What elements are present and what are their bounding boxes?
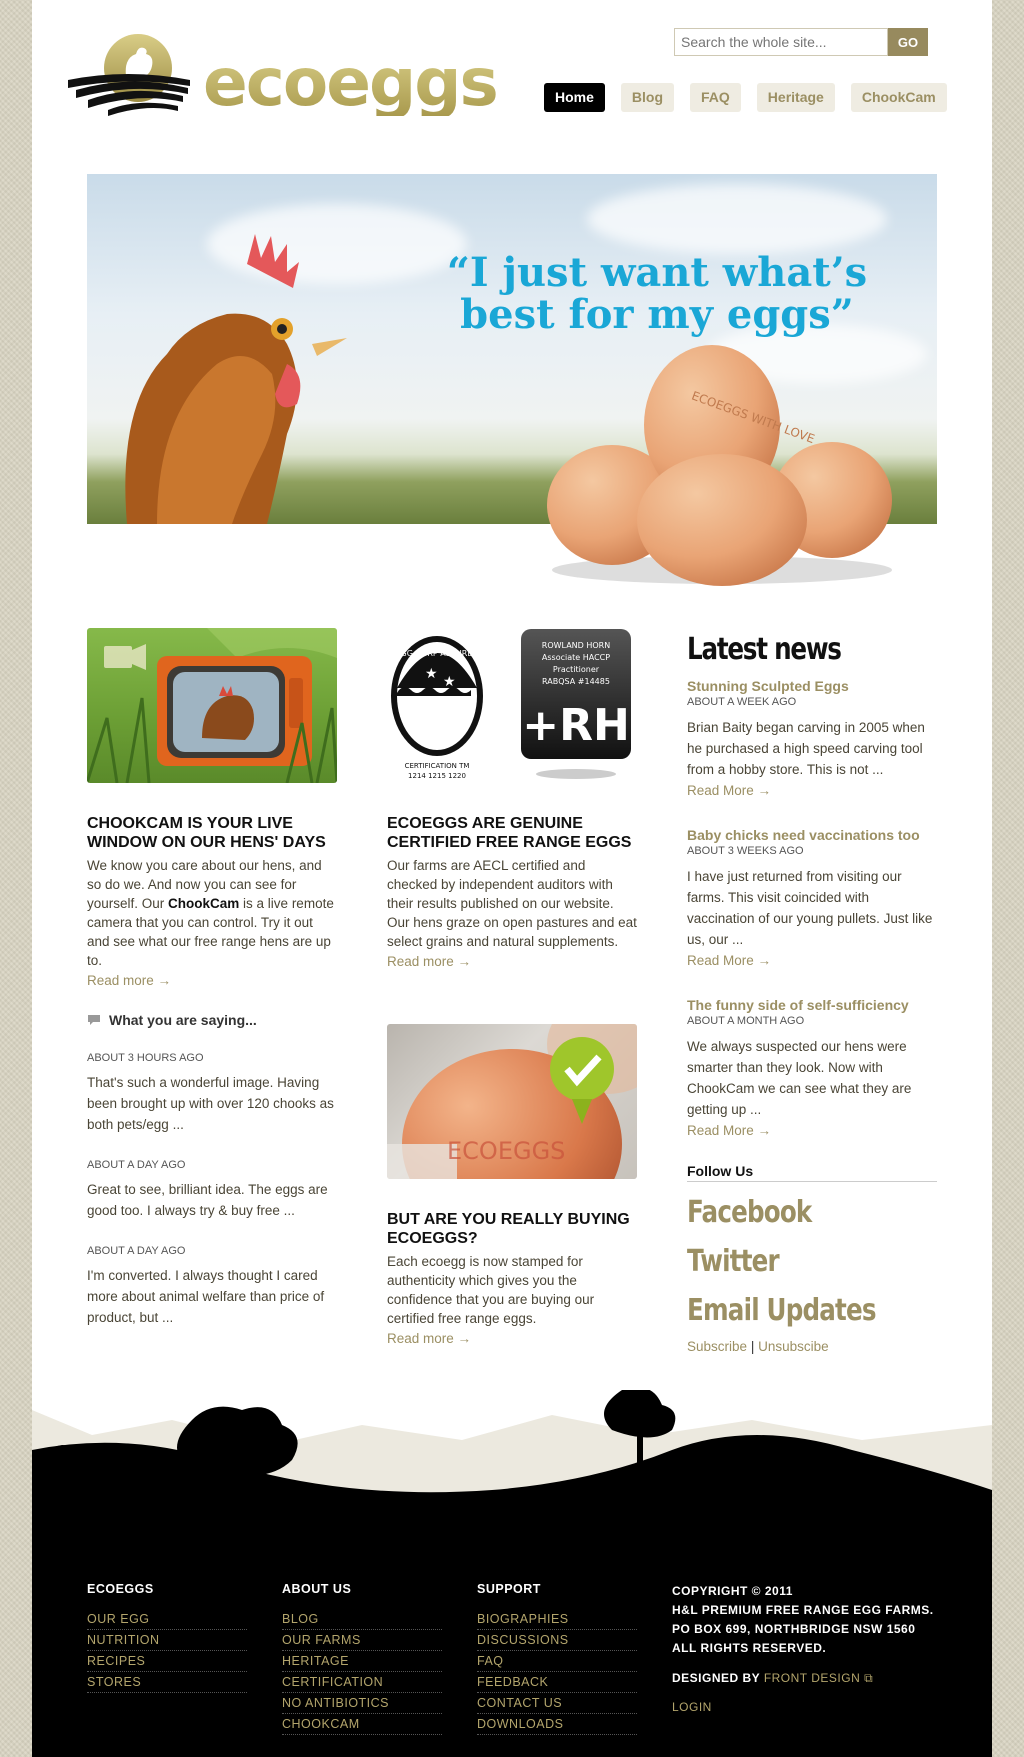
footer-link-contact-us[interactable]: CONTACT US	[477, 1694, 637, 1714]
egg-corp-cert-label: CERTIFICATION TM	[404, 762, 470, 770]
egg-stamp-text: ECOEGGS WITH LOVE	[689, 388, 817, 447]
footer-link-chookcam[interactable]: CHOOKCAM	[282, 1715, 442, 1735]
footer-link-our-egg[interactable]: OUR EGG	[87, 1610, 247, 1630]
news-date: ABOUT A WEEK AGO	[687, 696, 797, 708]
footer-col-ecoeggs	[87, 1582, 247, 1693]
nav-chookcam[interactable]: ChookCam	[851, 83, 947, 112]
footer-col-support	[477, 1582, 637, 1735]
really-read-more[interactable]: Read more →	[387, 1331, 472, 1346]
egg-corp-label: EGG CORP ASSURED	[395, 649, 479, 658]
unsubscribe-link[interactable]: Unsubscibe	[758, 1339, 829, 1354]
footer-heading: ECOEGGS	[87, 1582, 154, 1596]
news-excerpt: We always suspected our hens were smarter than they look. Now with ChookCam we can see what they are getting up ...	[687, 1039, 912, 1117]
footer-col-about	[282, 1582, 442, 1735]
footer-link-heritage[interactable]: HERITAGE	[282, 1652, 442, 1672]
eggs-image	[542, 330, 902, 600]
saying-heading: What you are saying...	[87, 1012, 337, 1028]
comment-time: ABOUT A DAY AGO	[87, 1159, 186, 1171]
news-title[interactable]: Baby chicks need vaccinations too	[687, 827, 920, 843]
footer-link-faq[interactable]: FAQ	[477, 1652, 637, 1672]
certified-text: Our farms are AECL certified and checked by independent auditors with their results published on our website. Our hens graze on open pastures and eat select grains and natural supplements.	[387, 858, 637, 949]
logo[interactable]	[68, 28, 497, 124]
certified-heading: ECOEGGS ARE GENUINE CERTIFIED FREE RANGE EGGS	[387, 815, 632, 851]
comment-item	[87, 1052, 337, 1135]
footer-link-discussions[interactable]: DISCUSSIONS	[477, 1631, 637, 1651]
login-link[interactable]: LOGIN	[672, 1700, 712, 1714]
email-updates-link[interactable]: Email Updates	[687, 1293, 876, 1328]
news-title[interactable]: The funny side of self-sufficiency	[687, 997, 909, 1013]
rh-line1: ROWLAND HORN	[541, 641, 611, 650]
front-design-link[interactable]: FRONT DESIGN	[763, 1671, 861, 1685]
stamped-egg-thumbnail[interactable]	[387, 1024, 637, 1179]
rowland-horn-badge[interactable]	[520, 628, 633, 783]
latest-news-heading: Latest news	[687, 632, 841, 667]
comment-text[interactable]: That's such a wonderful image. Having been brought up with over 120 chooks as both pets/egg ...	[87, 1075, 334, 1132]
footer-link-feedback[interactable]: FEEDBACK	[477, 1673, 637, 1693]
nav-faq[interactable]: FAQ	[690, 83, 741, 112]
subscribe-link[interactable]: Subscribe	[687, 1339, 748, 1354]
logo-wordmark: ecoeggs	[203, 44, 497, 121]
comment-time: ABOUT A DAY AGO	[87, 1245, 186, 1257]
footer-link-certification[interactable]: CERTIFICATION	[282, 1673, 442, 1693]
star-icon: ★	[443, 673, 456, 689]
speech-bubble-icon	[87, 1014, 101, 1026]
footer-link-stores[interactable]: STORES	[87, 1673, 247, 1693]
footer-link-downloads[interactable]: DOWNLOADS	[477, 1715, 637, 1735]
nav-heritage[interactable]: Heritage	[757, 83, 835, 112]
comment-time: ABOUT 3 HOURS AGO	[87, 1052, 204, 1064]
egg-corp-assured-badge[interactable]	[387, 628, 487, 783]
news-excerpt: Brian Baity began carving in 2005 when he purchased a high speed carving tool from a hobby store. This is not ...	[687, 720, 925, 777]
news-item	[687, 677, 937, 800]
really-text: Each ecoegg is now stamped for authenticity which gives you the confidence that you are buying our certified free range eggs.	[387, 1254, 595, 1326]
news-date: ABOUT 3 WEEKS AGO	[687, 845, 804, 857]
news-title[interactable]: Stunning Sculpted Eggs	[687, 678, 849, 694]
chookcam-read-more[interactable]: Read more →	[87, 973, 172, 988]
subscription-links	[687, 1339, 937, 1354]
footer-link-our-farms[interactable]: OUR FARMS	[282, 1631, 442, 1651]
hen-logo-icon	[68, 28, 193, 118]
hero-quote: “I just want what’s best for my eggs”	[446, 249, 868, 338]
twitter-link[interactable]: Twitter	[687, 1244, 779, 1279]
news-item	[687, 996, 937, 1140]
comment-item	[87, 1159, 337, 1221]
footer-link-nutrition[interactable]: NUTRITION	[87, 1631, 247, 1651]
chookcam-thumbnail[interactable]	[87, 628, 337, 783]
footer-heading: ABOUT US	[282, 1582, 352, 1596]
comment-text[interactable]: Great to see, brilliant idea. The eggs are good too. I always try & buy free ...	[87, 1182, 328, 1218]
search-form	[674, 28, 960, 56]
egg-corp-cert-number: 1214 1215 1220	[408, 772, 466, 780]
really-heading: BUT ARE YOU REALLY BUYING ECOEGGS?	[387, 1211, 630, 1247]
comment-text[interactable]: I'm converted. I always thought I cared more about animal welfare than price of product, but ...	[87, 1268, 325, 1325]
certification-badges	[387, 628, 637, 783]
main-nav	[544, 83, 947, 112]
external-link-icon: ⧉	[864, 1671, 874, 1685]
rh-logo: +RH	[522, 700, 630, 751]
chookcam-column	[87, 628, 337, 1328]
footer-link-blog[interactable]: BLOG	[282, 1610, 442, 1630]
rh-line4: RABQSA #14485	[542, 677, 610, 686]
search-go-button[interactable]: GO	[888, 28, 928, 56]
chookcam-heading: CHOOKCAM IS YOUR LIVE WINDOW ON OUR HENS' DAYS	[87, 815, 326, 851]
certified-read-more[interactable]: Read more →	[387, 954, 472, 969]
search-input[interactable]	[674, 28, 888, 56]
chookcam-text: We know you care about our hens, and so do we. And now you can see for yourself. Our ChookCam is a live remote camera that you can control. Try it out and see what our free range hens are up to.	[87, 858, 334, 968]
news-read-more[interactable]: Read More →	[687, 953, 772, 968]
hen-image	[87, 224, 387, 524]
footer-copyright: COPYRIGHT © 2011 H&L PREMIUM FREE RANGE EGG FARMS. PO BOX 699, NORTHBRIDGE NSW 1560 ALL RIGHTS RESERVED. DESIGNED BY FRONT DESIGN ⧉ LOGIN	[672, 1582, 952, 1717]
news-read-more[interactable]: Read More →	[687, 1123, 772, 1138]
news-date: ABOUT A MONTH AGO	[687, 1015, 805, 1027]
certified-column	[387, 628, 637, 1348]
nav-home[interactable]: Home	[544, 83, 605, 112]
news-item	[687, 826, 937, 970]
star-icon: ★	[425, 665, 438, 681]
page	[32, 0, 992, 1757]
stamped-egg-image	[387, 1024, 637, 1179]
rh-line2: Associate HACCP	[541, 653, 611, 662]
footer-heading: SUPPORT	[477, 1582, 541, 1596]
news-read-more[interactable]: Read More →	[687, 783, 772, 798]
egg-stamp-text: ECOEGGS	[447, 1137, 566, 1165]
facebook-link[interactable]: Facebook	[687, 1195, 812, 1230]
separator: |	[750, 1339, 755, 1354]
footer-link-recipes[interactable]: RECIPES	[87, 1652, 247, 1672]
rh-line3: Practitioner	[552, 665, 600, 674]
tv-image	[87, 628, 337, 783]
comment-item	[87, 1245, 337, 1328]
nav-blog[interactable]: Blog	[621, 83, 674, 112]
follow-us-heading: Follow Us	[687, 1163, 937, 1182]
footer-link-biographies[interactable]: BIOGRAPHIES	[477, 1610, 637, 1630]
news-excerpt: I have just returned from visiting our farms. This visit coincided with vaccination of our young pullets. Just like us, our ...	[687, 869, 933, 947]
news-column	[687, 628, 937, 1354]
camera-icon	[104, 646, 132, 668]
footer-link-no-antibiotics[interactable]: NO ANTIBIOTICS	[282, 1694, 442, 1714]
designed-by: DESIGNED BY FRONT DESIGN ⧉	[672, 1671, 874, 1685]
